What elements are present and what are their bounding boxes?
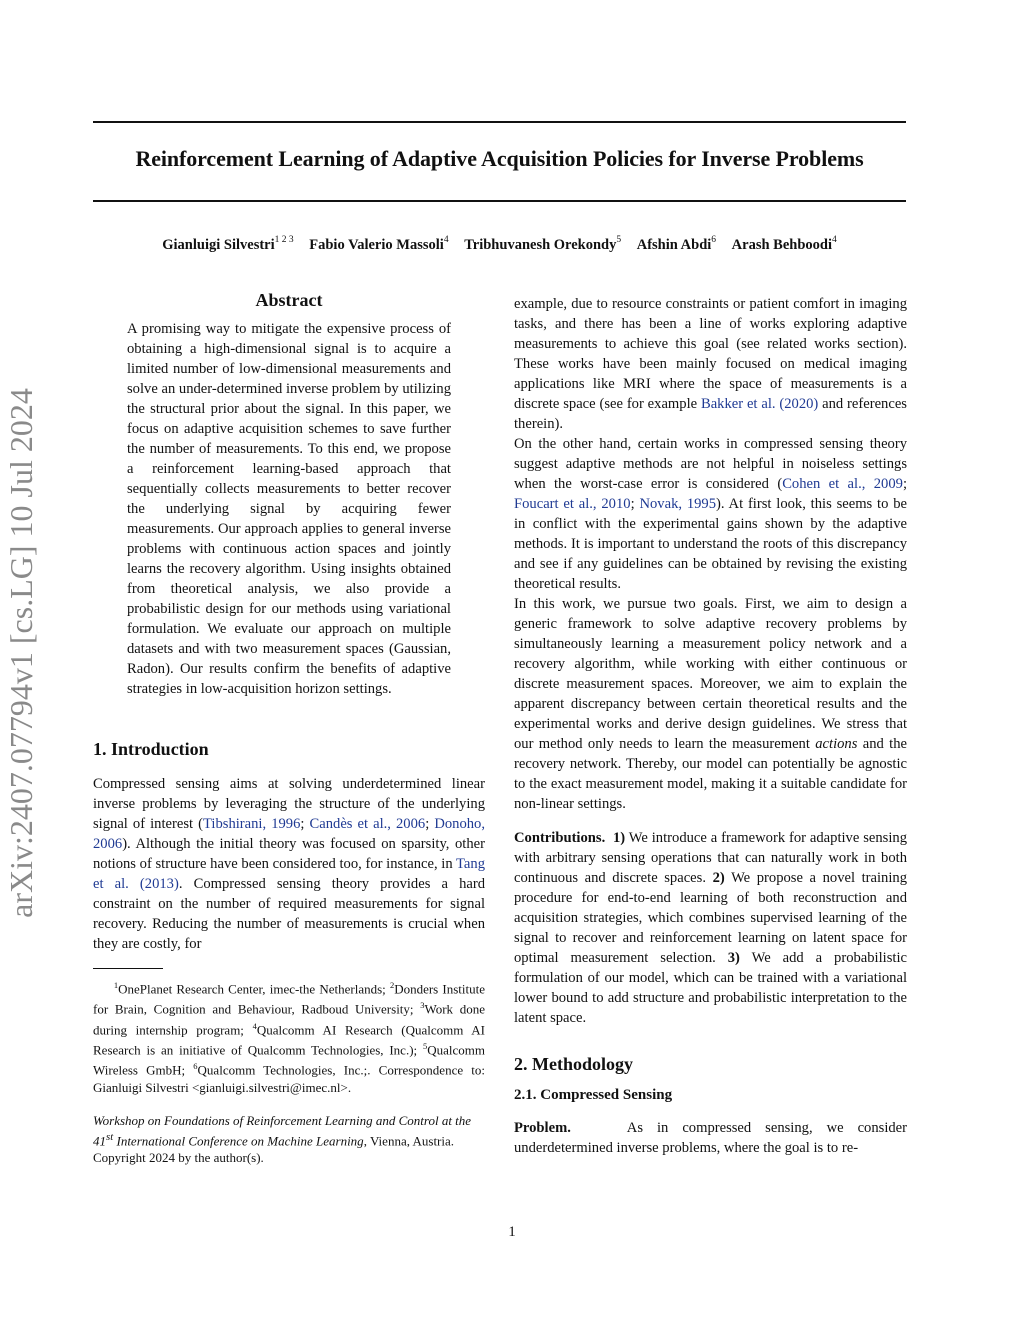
citation-link[interactable]: Foucart et al., 2010 xyxy=(514,496,631,512)
citation-link[interactable]: Cohen et al., 2009 xyxy=(782,476,903,492)
author-list xyxy=(93,236,906,254)
citation-link[interactable]: Donoho, 2006 xyxy=(93,816,486,852)
author: Arash Behboodi$^4$ xyxy=(731,235,837,253)
author: Gianluigi Silvestri$^{1 2 3}$ xyxy=(162,235,294,253)
abstract-heading: Abstract xyxy=(255,290,323,310)
problem-paragraph: Problem. As in compressed sensing, we consider underdetermined inverse problems, where the goal is to re- xyxy=(514,1120,908,1156)
author: Fabio Valerio Massoli$^4$ xyxy=(309,235,449,253)
paper-title: Reinforcement Learning of Adaptive Acquisition Policies for Inverse Problems xyxy=(135,146,864,171)
abstract-text: A promising way to mitigate the expensive process of obtaining a high-dimensional signal is to acquire a limited number of low-dimensional measurements and solve an under-determined inverse problem by utilizing the structural prior about the signal. In this paper, we focus on adaptive acquisition schemes to save further the number of measurements. To this end, we propose a reinforcement learning-based approach that sequentially collects measurements to better recover the underlying signal by acquiring fewer measurements. Our approach applies to general inverse problems with continuous action spaces and jointly learns the recovery algorithm. Using insights obtained from theoretical analysis, we also provide a probabilistic design for our methods using variational formulation. We evaluate our approach on multiple datasets and with two measurement spaces (Gaussian, Radon). Our results confirm the benefits of adaptive strategies in low-acquisition horizon settings. xyxy=(127,321,451,697)
contributions-paragraph: Contributions. 1) We introduce a framework for adaptive sensing with arbitrary sensing operations that can naturally work in both continuous and discrete spaces. 2) We propose a novel training procedure for end-to-end learning of both reconstruction and acquisition strategies, which combines supervised learning of the signal to recover and reinforcement learning on latent space for optimal measurement selection. 3) We add a probabilistic formulation of our model, which can be trained with a variational lower bound to add structure and probabilistic interpretation to the latent space. xyxy=(514,830,907,1026)
title-rule-bottom xyxy=(93,200,906,202)
left-column xyxy=(93,290,485,1166)
compressed-sensing-heading: 2.1. Compressed Sensing xyxy=(514,1087,673,1103)
author: Tribhuvanesh Orekondy$^5$ xyxy=(464,235,622,253)
page-number: 1 xyxy=(508,1224,516,1240)
right-column xyxy=(514,294,907,1158)
methodology-heading: 2. Methodology xyxy=(514,1054,633,1074)
contributions-lead: Contributions. xyxy=(514,830,606,846)
intro-paragraph-2: On the other hand, certain works in compressed sensing theory suggest adaptive methods are not helpful in noiseless settings when the worst-case error is considered (Cohen et al., 2009; Foucart et al., 2010; Novak, 1995). At first look, this seems to be in conflict with the experimental gains shown by the adaptive methods. It is important to understand the roots of this discrepancy and see if any guidelines can be obtained by revising the existing theoretical results. xyxy=(514,436,907,592)
citation-link[interactable]: Candès et al., 2006 xyxy=(309,816,426,832)
affiliations-footnote: $^1$OnePlanet Research Center, imec-the Netherlands; $^2$Donders Institute for Brain, Cognition and Behaviour, Radboud University; $^3$Work done during internship program; $^4$Qualcomm AI Research (Qualcomm AI Research is an initiative of Qualcomm Technologies, Inc.); $^5$Qualcomm Wireless GmbH; $^6$Qualcomm Technologies, Inc.;. Correspondence to: Gianluigi Silvestri <gianluigi.silvestri@imec.nl>. xyxy=(93,980,486,1095)
citation-link[interactable]: Tibshirani, 1996 xyxy=(203,816,301,832)
introduction-heading: 1. Introduction xyxy=(93,739,209,759)
citation-link[interactable]: Tang et al. (2013) xyxy=(93,856,485,892)
citation-link[interactable]: Novak, 1995 xyxy=(639,496,717,512)
footnote-rule xyxy=(93,968,163,969)
title-rule-top xyxy=(93,121,906,123)
author: Afshin Abdi$^6$ xyxy=(636,235,717,253)
workshop-note: Workshop on Foundations of Reinforcement Learning and Control at the 41st International Conference on Machine Learning, Vienna, Austria. Copyright 2024 by the author(s). xyxy=(93,1112,472,1165)
arxiv-identifier: arXiv:2407.07794v1 [cs.LG] 10 Jul 2024 xyxy=(3,388,39,918)
intro-paragraph-1-continued: example, due to resource constraints or patient comfort in imaging tasks, and there has been a line of works exploring adaptive measurements to achieve this goal (see related works section). These works have been mainly focused on medical imaging applications like MRI where the space of measurements is a discrete space (see for example Bakker et al. (2020) and references therein). xyxy=(514,296,907,432)
citation-link[interactable]: Bakker et al. (2020) xyxy=(700,396,819,412)
intro-paragraph-1: Compressed sensing aims at solving underdetermined linear inverse problems by leveraging the structure of the underlying signal of interest (Tibshirani, 1996; Candès et al., 2006; Donoho, 2006). Although the initial theory was focused on sparsity, other notions of structure have been considered too, for instance, in Tang et al. (2013). Compressed sensing theory provides a hard constraint on the number of required measurements for signal recovery. Reducing the number of measurements is crucial when they are costly, for xyxy=(93,776,486,952)
intro-paragraph-3: In this work, we pursue two goals. First, we aim to design a generic framework to solve adaptive recovery problems by simultaneously learning a measurement policy network and a recovery algorithm, while working with either continuous or discrete measurement spaces. Moreover, we aim to explain the apparent discrepancy between certain theoretical results and the experimental works and derive design guidelines. We stress that our method only needs to learn the measurement actions and the recovery network. Thereby, our model can potentially be agnostic to the exact measurement model, making it a suitable candidate for non-linear settings. xyxy=(514,596,907,812)
